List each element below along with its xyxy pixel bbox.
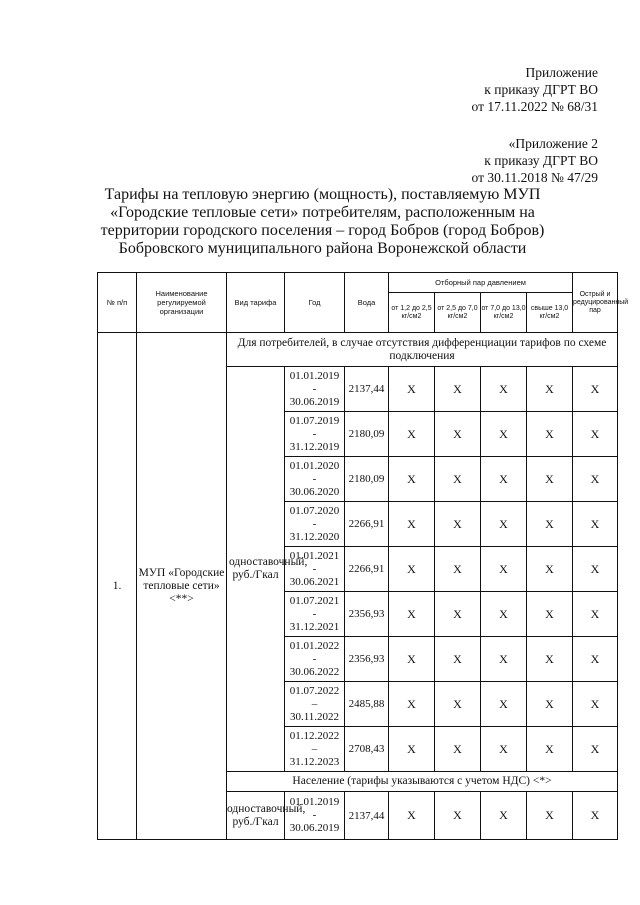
water-value: 2137,44 bbox=[345, 792, 389, 840]
x-mark: X bbox=[527, 637, 573, 682]
header-line: Приложение bbox=[525, 65, 598, 80]
tariff-type: одноставочный, руб./Гкал bbox=[227, 792, 285, 840]
x-mark: X bbox=[573, 637, 618, 682]
x-mark: X bbox=[389, 637, 435, 682]
period-from: 01.01.2019 bbox=[289, 796, 340, 808]
x-mark: X bbox=[389, 502, 435, 547]
period-to: 30.06.2019 bbox=[289, 395, 340, 408]
header-sharp-steam: Острый и редуцированный пар bbox=[573, 273, 618, 333]
x-mark: X bbox=[435, 367, 481, 412]
period-cell bbox=[285, 727, 345, 772]
water-value: 2266,91 bbox=[345, 502, 389, 547]
water-value: 2137,44 bbox=[345, 367, 389, 412]
period-cell bbox=[285, 682, 345, 727]
x-mark: X bbox=[527, 592, 573, 637]
x-mark: X bbox=[527, 367, 573, 412]
document-title: Тарифы на тепловую энергию (мощность), поставляемую МУП «Городские тепловые сети» потребителям, расположенным на территории городского поселения – город Бобров (город Бобров) Бобровского муниципального района Воронежской области bbox=[100, 186, 545, 257]
period-from: 01.07.2022 bbox=[289, 684, 340, 697]
period-cell bbox=[285, 457, 345, 502]
period-from: 01.12.2022 bbox=[289, 729, 340, 742]
x-mark: X bbox=[481, 792, 527, 840]
org-name: МУП «Городские тепловые сети» <**> bbox=[137, 333, 227, 840]
period-to: 30.06.2022 bbox=[289, 665, 340, 678]
header-line: к приказу ДГРТ ВО bbox=[484, 82, 598, 97]
period-from: 01.01.2019 bbox=[289, 369, 340, 382]
period-from: 01.07.2020 bbox=[289, 504, 340, 517]
x-mark: X bbox=[573, 457, 618, 502]
x-mark: X bbox=[573, 592, 618, 637]
header-tariff-type: Вид тарифа bbox=[227, 273, 285, 333]
section-title-1: Для потребителей, в случае отсутствия дифференциации тарифов по схеме подключения bbox=[227, 333, 618, 367]
water-value: 2266,91 bbox=[345, 547, 389, 592]
header-org: Наименование регулируемой организации bbox=[137, 273, 227, 333]
period-sep: - bbox=[312, 652, 317, 665]
header-year: Год bbox=[285, 273, 345, 333]
period-from: 01.01.2022 bbox=[289, 639, 340, 652]
period-to: 30.06.2020 bbox=[289, 485, 340, 498]
period-from: 01.01.2020 bbox=[289, 459, 340, 472]
period-to: 31.12.2019 bbox=[289, 440, 340, 453]
period-sep: - bbox=[312, 562, 317, 575]
x-mark: X bbox=[435, 727, 481, 772]
period-to: 30.06.2019 bbox=[289, 822, 340, 834]
period-to: 31.12.2023 bbox=[289, 755, 340, 768]
section-title-2: Население (тарифы указываются с учетом НДС) <*> bbox=[227, 772, 618, 792]
x-mark: X bbox=[435, 637, 481, 682]
water-value: 2180,09 bbox=[345, 457, 389, 502]
header-steam-col: от 7,0 до 13,0 кг/см2 bbox=[481, 293, 527, 333]
period-to: 31.12.2020 bbox=[289, 530, 340, 543]
x-mark: X bbox=[527, 457, 573, 502]
x-mark: X bbox=[435, 592, 481, 637]
x-mark: X bbox=[573, 547, 618, 592]
x-mark: X bbox=[389, 547, 435, 592]
x-mark: X bbox=[481, 412, 527, 457]
period-sep: - bbox=[312, 427, 317, 440]
water-value: 2356,93 bbox=[345, 592, 389, 637]
header-line: «Приложение 2 bbox=[508, 136, 598, 151]
water-value: 2356,93 bbox=[345, 637, 389, 682]
row-number: 1. bbox=[98, 333, 137, 840]
water-value: 2180,09 bbox=[345, 412, 389, 457]
period-cell bbox=[285, 502, 345, 547]
x-mark: X bbox=[481, 592, 527, 637]
x-mark: X bbox=[435, 682, 481, 727]
period-from: 01.07.2019 bbox=[289, 414, 340, 427]
header-steam-group: Отборный пар давлением bbox=[389, 273, 573, 293]
x-mark: X bbox=[389, 367, 435, 412]
header-steam-col: от 2,5 до 7,0 кг/см2 bbox=[435, 293, 481, 333]
x-mark: X bbox=[573, 412, 618, 457]
period-from: 01.07.2021 bbox=[289, 594, 340, 607]
x-mark: X bbox=[573, 682, 618, 727]
period-cell bbox=[285, 792, 345, 840]
header-line: от 30.11.2018 № 47/29 bbox=[471, 170, 598, 185]
x-mark: X bbox=[481, 727, 527, 772]
period-cell bbox=[285, 412, 345, 457]
x-mark: X bbox=[481, 682, 527, 727]
period-sep: – bbox=[311, 742, 318, 755]
x-mark: X bbox=[481, 367, 527, 412]
tariff-table bbox=[97, 272, 629, 840]
header-steam-col: свыше 13,0 кг/см2 bbox=[527, 293, 573, 333]
x-mark: X bbox=[527, 792, 573, 840]
x-mark: X bbox=[481, 502, 527, 547]
period-sep: - bbox=[312, 809, 317, 821]
water-value: 2485,88 bbox=[345, 682, 389, 727]
x-mark: X bbox=[481, 457, 527, 502]
period-cell bbox=[285, 547, 345, 592]
period-sep: - bbox=[312, 607, 317, 620]
x-mark: X bbox=[481, 637, 527, 682]
x-mark: X bbox=[435, 502, 481, 547]
period-to: 30.06.2021 bbox=[289, 575, 340, 588]
period-from: 01.01.2021 bbox=[289, 549, 340, 562]
period-cell bbox=[285, 367, 345, 412]
x-mark: X bbox=[573, 367, 618, 412]
header-steam-col: от 1,2 до 2,5 кг/см2 bbox=[389, 293, 435, 333]
x-mark: X bbox=[573, 502, 618, 547]
x-mark: X bbox=[527, 412, 573, 457]
x-mark: X bbox=[527, 727, 573, 772]
x-mark: X bbox=[527, 547, 573, 592]
x-mark: X bbox=[389, 792, 435, 840]
x-mark: X bbox=[435, 792, 481, 840]
period-cell bbox=[285, 592, 345, 637]
header-line: к приказу ДГРТ ВО bbox=[484, 153, 598, 168]
water-value: 2708,43 bbox=[345, 727, 389, 772]
period-to: 30.11.2022 bbox=[289, 710, 340, 723]
header-line: от 17.11.2022 № 68/31 bbox=[471, 99, 598, 114]
period-cell bbox=[285, 637, 345, 682]
x-mark: X bbox=[435, 547, 481, 592]
header-num: № п/п bbox=[98, 273, 137, 333]
header-water: Вода bbox=[345, 273, 389, 333]
x-mark: X bbox=[481, 547, 527, 592]
tariff-type: одноставочный, руб./Гкал bbox=[227, 367, 285, 772]
x-mark: X bbox=[573, 727, 618, 772]
x-mark: X bbox=[389, 592, 435, 637]
x-mark: X bbox=[527, 682, 573, 727]
x-mark: X bbox=[435, 457, 481, 502]
x-mark: X bbox=[573, 792, 618, 840]
period-sep: – bbox=[311, 697, 318, 710]
x-mark: X bbox=[389, 412, 435, 457]
x-mark: X bbox=[527, 502, 573, 547]
period-to: 31.12.2021 bbox=[289, 620, 340, 633]
x-mark: X bbox=[435, 412, 481, 457]
x-mark: X bbox=[389, 727, 435, 772]
document-header bbox=[472, 64, 598, 186]
x-mark: X bbox=[389, 457, 435, 502]
period-sep: - bbox=[312, 517, 317, 530]
period-sep: - bbox=[312, 382, 317, 395]
period-sep: - bbox=[312, 472, 317, 485]
x-mark: X bbox=[389, 682, 435, 727]
